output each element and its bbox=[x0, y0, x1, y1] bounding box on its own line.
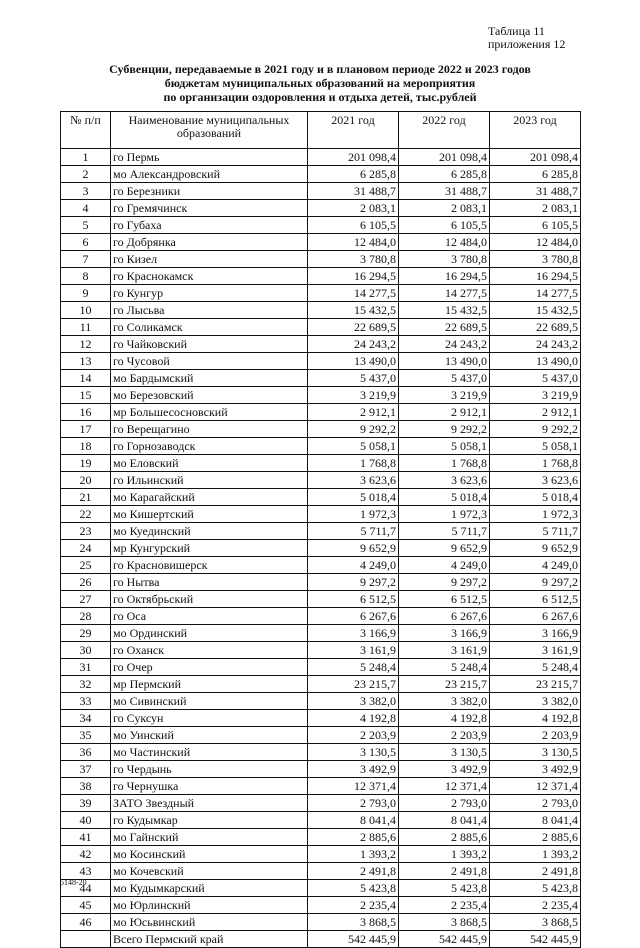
row-value-2022: 9 652,9 bbox=[399, 540, 490, 557]
row-index: 16 bbox=[61, 404, 111, 421]
row-value-2022: 5 018,4 bbox=[399, 489, 490, 506]
row-municipality-name: мо Частинский bbox=[111, 744, 308, 761]
table-row bbox=[61, 319, 581, 336]
row-value-2021: 5 711,7 bbox=[308, 523, 399, 540]
table-row bbox=[61, 676, 581, 693]
row-index: 26 bbox=[61, 574, 111, 591]
row-index: 40 bbox=[61, 812, 111, 829]
row-index: 15 bbox=[61, 387, 111, 404]
row-value-2022: 15 432,5 bbox=[399, 302, 490, 319]
row-index: 20 bbox=[61, 472, 111, 489]
row-value-2023: 1 393,2 bbox=[490, 846, 581, 863]
table-row bbox=[61, 302, 581, 319]
row-municipality-name: го Очер bbox=[111, 659, 308, 676]
row-value-2023: 12 371,4 bbox=[490, 778, 581, 795]
table-row bbox=[61, 557, 581, 574]
table-row bbox=[61, 591, 581, 608]
row-municipality-name: мр Большесосновский bbox=[111, 404, 308, 421]
table-row bbox=[61, 778, 581, 795]
row-municipality-name: мо Кишертский bbox=[111, 506, 308, 523]
row-municipality-name: го Кунгур bbox=[111, 285, 308, 302]
row-value-2023: 9 297,2 bbox=[490, 574, 581, 591]
row-value-2021: 14 277,5 bbox=[308, 285, 399, 302]
row-value-2023: 5 423,8 bbox=[490, 880, 581, 897]
row-municipality-name: мо Еловский bbox=[111, 455, 308, 472]
row-value-2021: 13 490,0 bbox=[308, 353, 399, 370]
row-index: 44 bbox=[61, 880, 111, 897]
table-row bbox=[61, 353, 581, 370]
table-row bbox=[61, 166, 581, 183]
row-value-2021: 5 423,8 bbox=[308, 880, 399, 897]
table-row bbox=[61, 489, 581, 506]
table-row bbox=[61, 863, 581, 880]
row-value-2021: 6 285,8 bbox=[308, 166, 399, 183]
row-value-2023: 3 623,6 bbox=[490, 472, 581, 489]
row-municipality-name: го Верещагино bbox=[111, 421, 308, 438]
table-row bbox=[61, 200, 581, 217]
row-value-2022: 4 192,8 bbox=[399, 710, 490, 727]
row-value-2021: 3 382,0 bbox=[308, 693, 399, 710]
total-index bbox=[61, 931, 111, 948]
row-index: 35 bbox=[61, 727, 111, 744]
row-value-2021: 15 432,5 bbox=[308, 302, 399, 319]
row-value-2021: 5 248,4 bbox=[308, 659, 399, 676]
row-index: 43 bbox=[61, 863, 111, 880]
row-value-2023: 22 689,5 bbox=[490, 319, 581, 336]
row-value-2023: 23 215,7 bbox=[490, 676, 581, 693]
row-value-2023: 24 243,2 bbox=[490, 336, 581, 353]
row-value-2023: 3 130,5 bbox=[490, 744, 581, 761]
row-value-2021: 6 267,6 bbox=[308, 608, 399, 625]
table-row bbox=[61, 846, 581, 863]
row-index: 39 bbox=[61, 795, 111, 812]
table-row bbox=[61, 336, 581, 353]
row-value-2023: 6 105,5 bbox=[490, 217, 581, 234]
table-row bbox=[61, 404, 581, 421]
row-value-2022: 201 098,4 bbox=[399, 149, 490, 166]
row-value-2022: 6 267,6 bbox=[399, 608, 490, 625]
row-value-2021: 5 018,4 bbox=[308, 489, 399, 506]
row-value-2021: 23 215,7 bbox=[308, 676, 399, 693]
row-value-2022: 3 130,5 bbox=[399, 744, 490, 761]
row-value-2023: 5 018,4 bbox=[490, 489, 581, 506]
table-row bbox=[61, 761, 581, 778]
row-value-2022: 4 249,0 bbox=[399, 557, 490, 574]
table-row bbox=[61, 387, 581, 404]
row-value-2022: 23 215,7 bbox=[399, 676, 490, 693]
row-value-2021: 22 689,5 bbox=[308, 319, 399, 336]
row-value-2022: 2 235,4 bbox=[399, 897, 490, 914]
row-value-2023: 3 492,9 bbox=[490, 761, 581, 778]
row-value-2021: 8 041,4 bbox=[308, 812, 399, 829]
header-name: Наименование муниципальных образований bbox=[111, 112, 308, 149]
row-index: 1 bbox=[61, 149, 111, 166]
row-value-2021: 1 393,2 bbox=[308, 846, 399, 863]
row-value-2023: 3 166,9 bbox=[490, 625, 581, 642]
row-value-2022: 24 243,2 bbox=[399, 336, 490, 353]
row-value-2021: 3 130,5 bbox=[308, 744, 399, 761]
table-row bbox=[61, 217, 581, 234]
row-index: 42 bbox=[61, 846, 111, 863]
row-value-2023: 4 192,8 bbox=[490, 710, 581, 727]
row-value-2021: 6 512,5 bbox=[308, 591, 399, 608]
row-value-2021: 12 484,0 bbox=[308, 234, 399, 251]
row-value-2023: 9 292,2 bbox=[490, 421, 581, 438]
row-index: 31 bbox=[61, 659, 111, 676]
table-row bbox=[61, 795, 581, 812]
row-index: 4 bbox=[61, 200, 111, 217]
table-row bbox=[61, 506, 581, 523]
row-value-2022: 14 277,5 bbox=[399, 285, 490, 302]
total-row bbox=[61, 931, 581, 948]
row-value-2021: 2 885,6 bbox=[308, 829, 399, 846]
row-value-2021: 3 492,9 bbox=[308, 761, 399, 778]
row-value-2023: 8 041,4 bbox=[490, 812, 581, 829]
row-value-2023: 3 780,8 bbox=[490, 251, 581, 268]
table-row bbox=[61, 370, 581, 387]
row-value-2022: 3 382,0 bbox=[399, 693, 490, 710]
table-row bbox=[61, 710, 581, 727]
row-value-2022: 3 161,9 bbox=[399, 642, 490, 659]
header-2022: 2022 год bbox=[399, 112, 490, 149]
table-row bbox=[61, 659, 581, 676]
row-value-2022: 5 423,8 bbox=[399, 880, 490, 897]
row-municipality-name: мо Юсьвинский bbox=[111, 914, 308, 931]
row-index: 38 bbox=[61, 778, 111, 795]
row-index: 37 bbox=[61, 761, 111, 778]
row-municipality-name: го Ильинский bbox=[111, 472, 308, 489]
row-value-2022: 12 484,0 bbox=[399, 234, 490, 251]
row-value-2023: 6 267,6 bbox=[490, 608, 581, 625]
row-municipality-name: го Добрянка bbox=[111, 234, 308, 251]
table-row bbox=[61, 523, 581, 540]
row-value-2023: 5 248,4 bbox=[490, 659, 581, 676]
row-value-2022: 1 972,3 bbox=[399, 506, 490, 523]
row-value-2021: 16 294,5 bbox=[308, 268, 399, 285]
row-index: 10 bbox=[61, 302, 111, 319]
row-value-2023: 2 491,8 bbox=[490, 863, 581, 880]
row-value-2021: 201 098,4 bbox=[308, 149, 399, 166]
row-municipality-name: мо Куединский bbox=[111, 523, 308, 540]
row-index: 7 bbox=[61, 251, 111, 268]
row-value-2021: 1 972,3 bbox=[308, 506, 399, 523]
row-index: 22 bbox=[61, 506, 111, 523]
row-value-2022: 5 248,4 bbox=[399, 659, 490, 676]
row-index: 45 bbox=[61, 897, 111, 914]
table-row bbox=[61, 251, 581, 268]
row-index: 13 bbox=[61, 353, 111, 370]
row-value-2021: 2 083,1 bbox=[308, 200, 399, 217]
row-value-2023: 15 432,5 bbox=[490, 302, 581, 319]
row-value-2022: 1 393,2 bbox=[399, 846, 490, 863]
row-value-2022: 16 294,5 bbox=[399, 268, 490, 285]
row-municipality-name: го Лысьва bbox=[111, 302, 308, 319]
row-value-2021: 12 371,4 bbox=[308, 778, 399, 795]
table-row bbox=[61, 438, 581, 455]
row-index: 41 bbox=[61, 829, 111, 846]
row-index: 14 bbox=[61, 370, 111, 387]
row-index: 9 bbox=[61, 285, 111, 302]
row-value-2022: 3 623,6 bbox=[399, 472, 490, 489]
table-row bbox=[61, 285, 581, 302]
row-municipality-name: мо Косинский bbox=[111, 846, 308, 863]
row-value-2021: 9 292,2 bbox=[308, 421, 399, 438]
row-value-2021: 3 623,6 bbox=[308, 472, 399, 489]
row-index: 24 bbox=[61, 540, 111, 557]
row-municipality-name: мр Кунгурский bbox=[111, 540, 308, 557]
document-title bbox=[60, 62, 580, 104]
row-value-2021: 3 780,8 bbox=[308, 251, 399, 268]
row-value-2022: 2 491,8 bbox=[399, 863, 490, 880]
row-municipality-name: го Березники bbox=[111, 183, 308, 200]
row-value-2022: 3 492,9 bbox=[399, 761, 490, 778]
total-2021: 542 445,9 bbox=[308, 931, 399, 948]
row-index: 21 bbox=[61, 489, 111, 506]
row-value-2022: 6 285,8 bbox=[399, 166, 490, 183]
row-index: 19 bbox=[61, 455, 111, 472]
row-index: 34 bbox=[61, 710, 111, 727]
row-index: 33 bbox=[61, 693, 111, 710]
row-index: 18 bbox=[61, 438, 111, 455]
table-reference bbox=[488, 25, 565, 51]
row-value-2023: 12 484,0 bbox=[490, 234, 581, 251]
row-index: 17 bbox=[61, 421, 111, 438]
row-municipality-name: го Суксун bbox=[111, 710, 308, 727]
title-line-3: по организации оздоровления и отдыха детей, тыс.рублей bbox=[163, 90, 477, 104]
row-value-2023: 3 868,5 bbox=[490, 914, 581, 931]
row-municipality-name: го Чусовой bbox=[111, 353, 308, 370]
row-value-2023: 2 235,4 bbox=[490, 897, 581, 914]
row-municipality-name: го Кизел bbox=[111, 251, 308, 268]
table-row bbox=[61, 642, 581, 659]
row-municipality-name: мо Кочевский bbox=[111, 863, 308, 880]
row-municipality-name: го Оса bbox=[111, 608, 308, 625]
row-value-2021: 2 793,0 bbox=[308, 795, 399, 812]
table-row bbox=[61, 574, 581, 591]
table-row bbox=[61, 421, 581, 438]
row-municipality-name: го Чернушка bbox=[111, 778, 308, 795]
row-index: 30 bbox=[61, 642, 111, 659]
row-value-2022: 2 793,0 bbox=[399, 795, 490, 812]
table-header-row bbox=[61, 112, 581, 149]
row-index: 25 bbox=[61, 557, 111, 574]
row-value-2022: 5 058,1 bbox=[399, 438, 490, 455]
row-municipality-name: го Оханск bbox=[111, 642, 308, 659]
row-value-2022: 2 885,6 bbox=[399, 829, 490, 846]
row-index: 5 bbox=[61, 217, 111, 234]
row-value-2023: 1 972,3 bbox=[490, 506, 581, 523]
title-line-1: Субвенции, передаваемые в 2021 году и в плановом периоде 2022 и 2023 годов bbox=[109, 62, 531, 76]
row-value-2023: 2 203,9 bbox=[490, 727, 581, 744]
row-value-2022: 6 512,5 bbox=[399, 591, 490, 608]
row-value-2022: 2 912,1 bbox=[399, 404, 490, 421]
row-municipality-name: го Октябрьский bbox=[111, 591, 308, 608]
row-value-2023: 16 294,5 bbox=[490, 268, 581, 285]
row-value-2023: 5 058,1 bbox=[490, 438, 581, 455]
row-value-2022: 8 041,4 bbox=[399, 812, 490, 829]
subsidies-table bbox=[60, 111, 581, 948]
row-value-2021: 4 249,0 bbox=[308, 557, 399, 574]
row-value-2023: 14 277,5 bbox=[490, 285, 581, 302]
row-value-2022: 3 868,5 bbox=[399, 914, 490, 931]
row-value-2023: 6 512,5 bbox=[490, 591, 581, 608]
row-index: 12 bbox=[61, 336, 111, 353]
row-municipality-name: го Соликамск bbox=[111, 319, 308, 336]
row-municipality-name: мр Пермский bbox=[111, 676, 308, 693]
row-value-2023: 4 249,0 bbox=[490, 557, 581, 574]
row-value-2022: 22 689,5 bbox=[399, 319, 490, 336]
row-value-2021: 5 437,0 bbox=[308, 370, 399, 387]
table-row bbox=[61, 625, 581, 642]
header-number: № п/п bbox=[61, 112, 111, 149]
row-index: 11 bbox=[61, 319, 111, 336]
row-value-2021: 9 652,9 bbox=[308, 540, 399, 557]
row-value-2023: 2 083,1 bbox=[490, 200, 581, 217]
table-row bbox=[61, 268, 581, 285]
header-2023: 2023 год bbox=[490, 112, 581, 149]
row-value-2023: 2 793,0 bbox=[490, 795, 581, 812]
row-value-2021: 4 192,8 bbox=[308, 710, 399, 727]
table-number: Таблица 11 bbox=[488, 24, 545, 38]
row-municipality-name: мо Уинский bbox=[111, 727, 308, 744]
row-municipality-name: мо Кудымкарский bbox=[111, 880, 308, 897]
row-value-2021: 3 868,5 bbox=[308, 914, 399, 931]
row-value-2023: 3 382,0 bbox=[490, 693, 581, 710]
row-municipality-name: го Чердынь bbox=[111, 761, 308, 778]
row-value-2022: 3 780,8 bbox=[399, 251, 490, 268]
row-value-2022: 3 219,9 bbox=[399, 387, 490, 404]
row-value-2022: 12 371,4 bbox=[399, 778, 490, 795]
row-value-2023: 1 768,8 bbox=[490, 455, 581, 472]
row-value-2022: 9 297,2 bbox=[399, 574, 490, 591]
row-municipality-name: го Красновишерск bbox=[111, 557, 308, 574]
row-value-2021: 2 912,1 bbox=[308, 404, 399, 421]
header-2021: 2021 год bbox=[308, 112, 399, 149]
row-value-2023: 2 885,6 bbox=[490, 829, 581, 846]
row-value-2023: 5 711,7 bbox=[490, 523, 581, 540]
row-index: 23 bbox=[61, 523, 111, 540]
row-value-2023: 13 490,0 bbox=[490, 353, 581, 370]
row-municipality-name: мо Березовский bbox=[111, 387, 308, 404]
row-index: 32 bbox=[61, 676, 111, 693]
row-municipality-name: мо Александровский bbox=[111, 166, 308, 183]
row-value-2023: 201 098,4 bbox=[490, 149, 581, 166]
row-value-2022: 2 203,9 bbox=[399, 727, 490, 744]
row-municipality-name: го Краснокамск bbox=[111, 268, 308, 285]
table-row bbox=[61, 812, 581, 829]
row-value-2021: 2 203,9 bbox=[308, 727, 399, 744]
table-row bbox=[61, 183, 581, 200]
table-row bbox=[61, 744, 581, 761]
row-value-2021: 3 219,9 bbox=[308, 387, 399, 404]
row-municipality-name: го Горнозаводск bbox=[111, 438, 308, 455]
total-label: Всего Пермский край bbox=[111, 931, 308, 948]
row-municipality-name: го Кудымкар bbox=[111, 812, 308, 829]
table-row bbox=[61, 693, 581, 710]
table-row bbox=[61, 149, 581, 166]
document-code: 5148-20 bbox=[60, 878, 87, 887]
row-value-2021: 9 297,2 bbox=[308, 574, 399, 591]
row-index: 2 bbox=[61, 166, 111, 183]
row-value-2021: 24 243,2 bbox=[308, 336, 399, 353]
total-2023: 542 445,9 bbox=[490, 931, 581, 948]
row-value-2021: 1 768,8 bbox=[308, 455, 399, 472]
table-row bbox=[61, 608, 581, 625]
row-index: 28 bbox=[61, 608, 111, 625]
row-value-2022: 5 437,0 bbox=[399, 370, 490, 387]
row-index: 8 bbox=[61, 268, 111, 285]
row-value-2023: 3 219,9 bbox=[490, 387, 581, 404]
row-value-2022: 5 711,7 bbox=[399, 523, 490, 540]
row-value-2021: 3 166,9 bbox=[308, 625, 399, 642]
row-index: 36 bbox=[61, 744, 111, 761]
row-municipality-name: го Чайковский bbox=[111, 336, 308, 353]
row-municipality-name: мо Гайнский bbox=[111, 829, 308, 846]
row-municipality-name: ЗАТО Звездный bbox=[111, 795, 308, 812]
row-municipality-name: го Нытва bbox=[111, 574, 308, 591]
row-index: 46 bbox=[61, 914, 111, 931]
row-municipality-name: мо Бардымский bbox=[111, 370, 308, 387]
row-municipality-name: мо Сивинский bbox=[111, 693, 308, 710]
table-row bbox=[61, 880, 581, 897]
row-value-2021: 2 491,8 bbox=[308, 863, 399, 880]
row-value-2022: 6 105,5 bbox=[399, 217, 490, 234]
table-row bbox=[61, 234, 581, 251]
table-row bbox=[61, 540, 581, 557]
row-value-2022: 13 490,0 bbox=[399, 353, 490, 370]
table-row bbox=[61, 914, 581, 931]
table-row bbox=[61, 472, 581, 489]
row-value-2022: 9 292,2 bbox=[399, 421, 490, 438]
row-value-2022: 3 166,9 bbox=[399, 625, 490, 642]
table-row bbox=[61, 897, 581, 914]
table-row bbox=[61, 455, 581, 472]
row-index: 6 bbox=[61, 234, 111, 251]
table-row bbox=[61, 727, 581, 744]
row-value-2021: 3 161,9 bbox=[308, 642, 399, 659]
row-value-2021: 6 105,5 bbox=[308, 217, 399, 234]
row-municipality-name: мо Ординский bbox=[111, 625, 308, 642]
table-body bbox=[61, 149, 581, 931]
row-municipality-name: го Пермь bbox=[111, 149, 308, 166]
title-line-2: бюджетам муниципальных образований на мероприятия bbox=[164, 76, 476, 90]
row-value-2021: 5 058,1 bbox=[308, 438, 399, 455]
row-municipality-name: мо Карагайский bbox=[111, 489, 308, 506]
row-value-2023: 2 912,1 bbox=[490, 404, 581, 421]
row-index: 27 bbox=[61, 591, 111, 608]
row-value-2023: 6 285,8 bbox=[490, 166, 581, 183]
row-value-2022: 1 768,8 bbox=[399, 455, 490, 472]
row-value-2021: 2 235,4 bbox=[308, 897, 399, 914]
row-value-2023: 9 652,9 bbox=[490, 540, 581, 557]
row-municipality-name: го Губаха bbox=[111, 217, 308, 234]
table-row bbox=[61, 829, 581, 846]
row-municipality-name: мо Юрлинский bbox=[111, 897, 308, 914]
row-value-2021: 31 488,7 bbox=[308, 183, 399, 200]
row-value-2023: 5 437,0 bbox=[490, 370, 581, 387]
row-value-2022: 31 488,7 bbox=[399, 183, 490, 200]
row-index: 3 bbox=[61, 183, 111, 200]
row-index: 29 bbox=[61, 625, 111, 642]
row-value-2023: 31 488,7 bbox=[490, 183, 581, 200]
appendix-number: приложения 12 bbox=[488, 37, 566, 51]
row-municipality-name: го Гремячинск bbox=[111, 200, 308, 217]
row-value-2023: 3 161,9 bbox=[490, 642, 581, 659]
total-2022: 542 445,9 bbox=[399, 931, 490, 948]
row-value-2022: 2 083,1 bbox=[399, 200, 490, 217]
